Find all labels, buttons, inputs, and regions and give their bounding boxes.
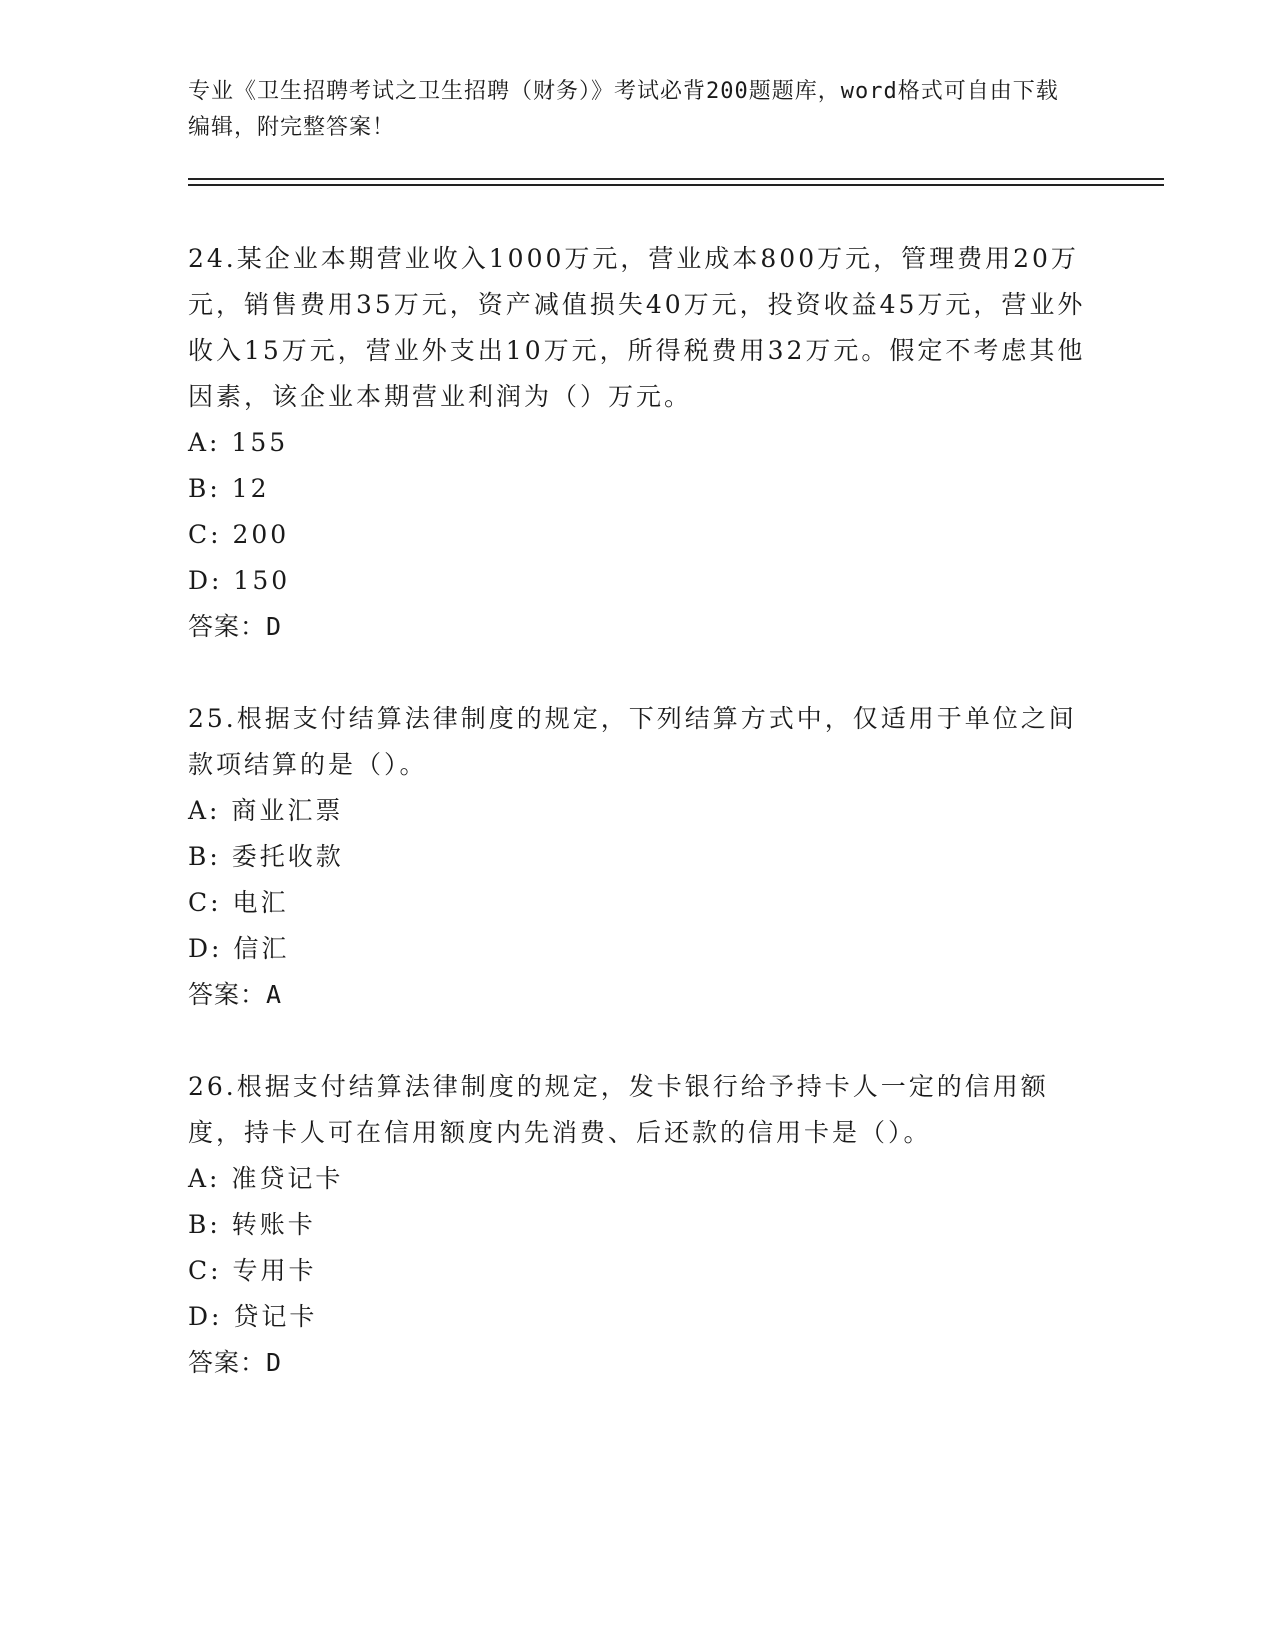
option-d: D: 信汇	[188, 934, 290, 963]
answer: 答案：A	[188, 980, 283, 1009]
header-divider-bottom	[188, 184, 1164, 186]
option-a: A: 准贷记卡	[188, 1164, 344, 1193]
option-b: B: 12	[188, 474, 270, 503]
document-header: 专业《卫生招聘考试之卫生招聘（财务）》考试必背200题题库，word格式可自由下载编辑，附完整答案！	[188, 79, 1059, 140]
header-divider-top	[188, 178, 1164, 180]
option-a: A: 商业汇票	[188, 796, 344, 825]
answer: 答案：D	[188, 612, 283, 641]
question-24	[188, 236, 1088, 650]
question-text: 26.根据支付结算法律制度的规定，发卡银行给予持卡人一定的信用额度，持卡人可在信用额度内先消费、后还款的信用卡是（）。	[188, 1072, 1049, 1147]
question-25	[188, 696, 1088, 1018]
option-b: B: 转账卡	[188, 1210, 316, 1239]
option-d: D: 150	[188, 566, 291, 595]
option-a: A: 155	[188, 428, 289, 457]
answer: 答案：D	[188, 1348, 283, 1377]
question-text: 25.根据支付结算法律制度的规定，下列结算方式中，仅适用于单位之间款项结算的是（）。	[188, 704, 1077, 779]
option-d: D: 贷记卡	[188, 1302, 318, 1331]
option-b: B: 委托收款	[188, 842, 344, 871]
option-c: C: 电汇	[188, 888, 289, 917]
question-26	[188, 1064, 1088, 1386]
question-text: 24.某企业本期营业收入1000万元，营业成本800万元，管理费用20万元，销售费用35万元，资产减值损失40万元，投资收益45万元，营业外收入15万元，营业外支出10万元，所得税费用32万元。假定不考虑其他因素，该企业本期营业利润为（）万元。	[188, 244, 1086, 411]
option-c: C: 200	[188, 520, 290, 549]
option-c: C: 专用卡	[188, 1256, 317, 1285]
